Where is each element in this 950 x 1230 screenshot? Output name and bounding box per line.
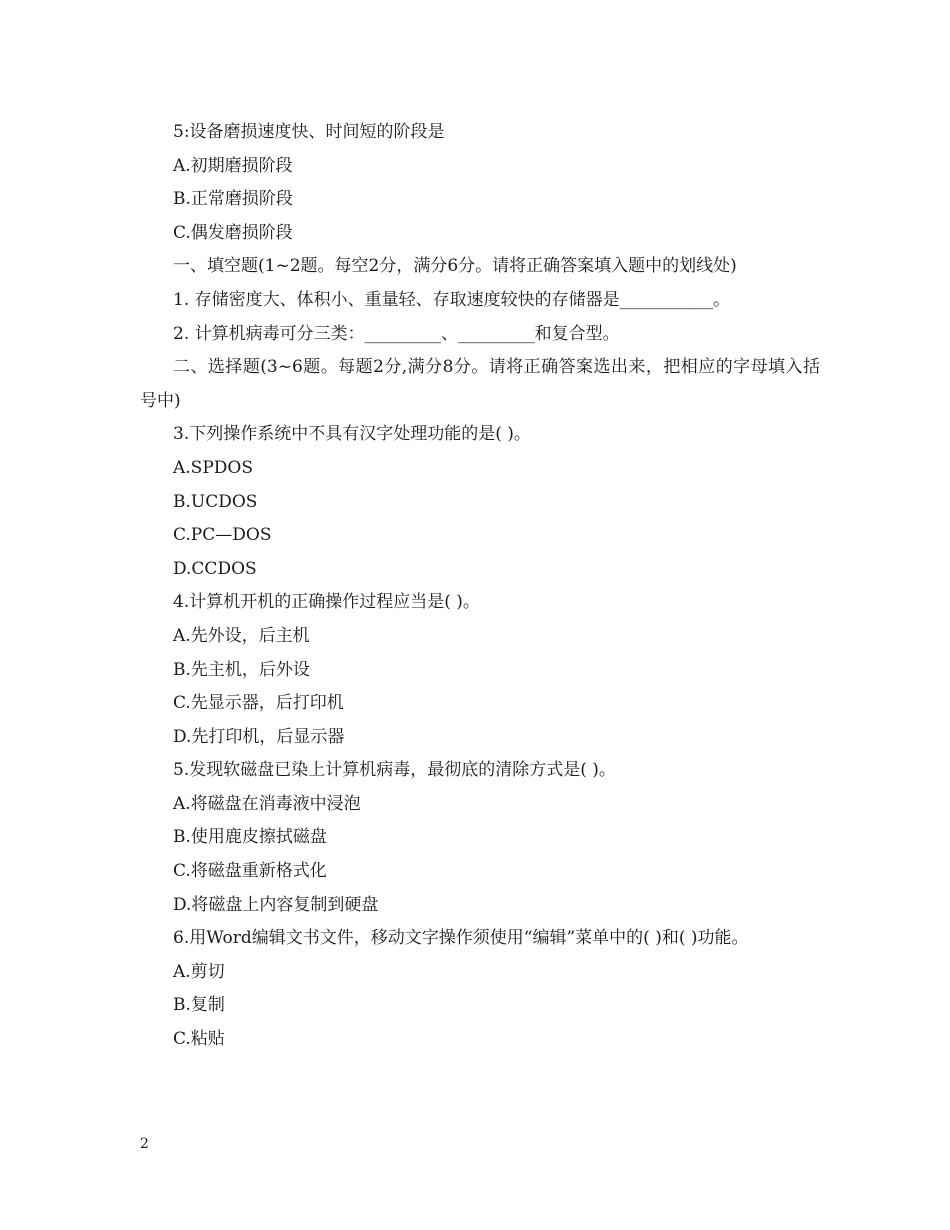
- section-fill-in-heading: 一、填空题(1~2题。每空2分，满分6分。请将正确答案填入题中的划线处): [173, 256, 737, 277]
- choice-question-5-option-d: D.将磁盘上内容复制到硬盘: [173, 894, 379, 915]
- choice-question-4-option-b: B.先主机，后外设: [173, 659, 310, 680]
- section-choice-heading: 二、选择题(3~6题。每题2分,满分8分。请将正确答案选出来，把相应的字母填入括号中): [140, 357, 820, 411]
- choice-question-5-stem: 5.发现软磁盘已染上计算机病毒，最彻底的清除方式是( )。: [173, 760, 616, 781]
- question-5-option-b: B.正常磨损阶段: [173, 189, 293, 210]
- fill-in-question-2: 2. 计算机病毒可分三类：_________、_________和复合型。: [173, 323, 620, 344]
- choice-question-4-option-a: A.先外设，后主机: [173, 625, 310, 646]
- choice-question-6-stem: 6.用Word编辑文书文件，移动文字操作须使用“编辑”菜单中的( )和( )功能。: [173, 928, 749, 949]
- question-5-stem: 5:设备磨损速度快、时间短的阶段是: [173, 122, 445, 142]
- page-number: 2: [140, 1136, 149, 1152]
- choice-question-3-option-b: B.UCDOS: [173, 491, 258, 512]
- choice-question-6-option-b: B.复制: [173, 995, 225, 1016]
- choice-question-3-option-d: D.CCDOS: [173, 558, 257, 579]
- choice-question-5-option-c: C.将磁盘重新格式化: [173, 861, 327, 882]
- document-body: [140, 116, 820, 1057]
- choice-question-4-option-c: C.先显示器，后打印机: [173, 693, 344, 714]
- choice-question-4-stem: 4.计算机开机的正确操作过程应当是( )。: [173, 592, 480, 613]
- choice-question-4-option-d: D.先打印机，后显示器: [173, 726, 345, 747]
- question-5-option-a: A.初期磨损阶段: [173, 155, 293, 176]
- question-5-option-c: C.偶发磨损阶段: [173, 222, 293, 243]
- choice-question-6-option-a: A.剪切: [173, 961, 225, 982]
- choice-question-5-option-a: A.将磁盘在消毒液中浸泡: [173, 793, 361, 814]
- choice-question-3-option-c: C.PC—DOS: [173, 525, 272, 546]
- fill-in-question-1: 1. 存储密度大、体积小、重量轻、存取速度较快的存储器是___________。: [173, 289, 731, 310]
- choice-question-3-stem: 3.下列操作系统中不具有汉字处理功能的是( )。: [173, 424, 531, 445]
- choice-question-5-option-b: B.使用鹿皮擦拭磁盘: [173, 827, 327, 848]
- choice-question-6-option-c: C.粘贴: [173, 1029, 225, 1050]
- choice-question-3-option-a: A.SPDOS: [173, 457, 253, 478]
